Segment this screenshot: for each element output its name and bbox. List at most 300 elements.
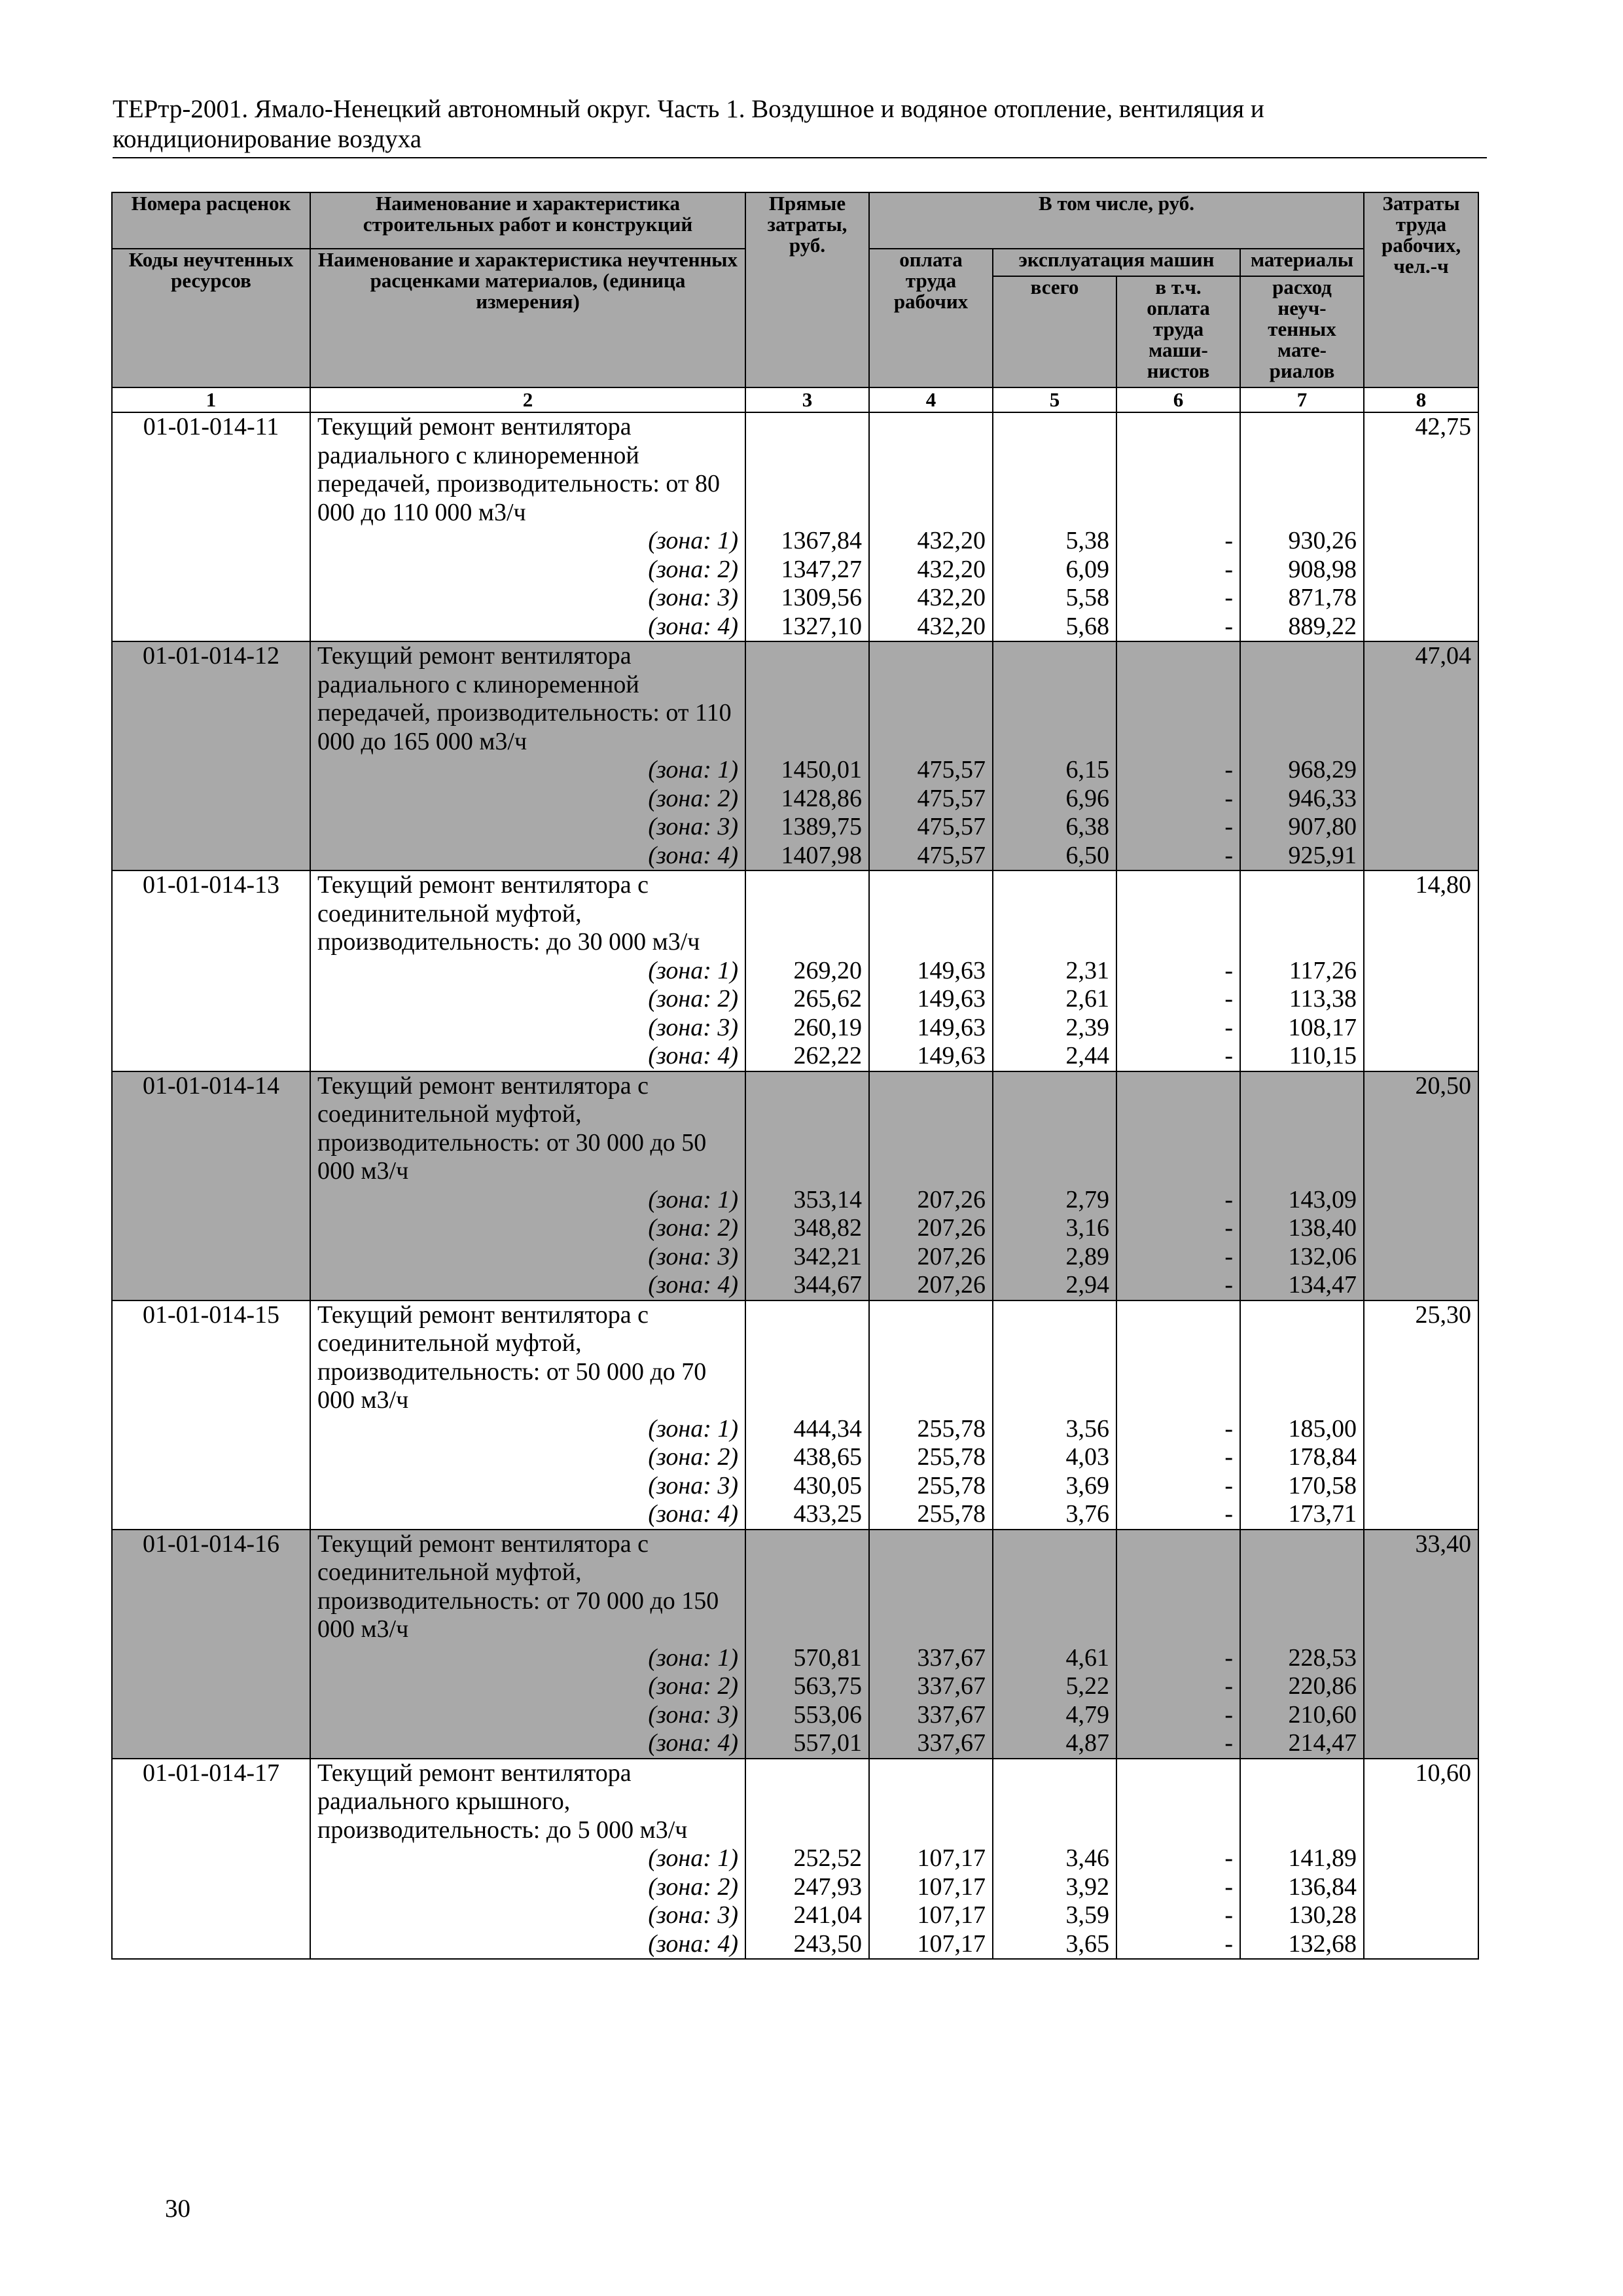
header-direct-costs: Прямые затраты, руб. <box>745 192 869 387</box>
worker-wage <box>869 1787 993 1816</box>
labor-cost <box>1364 1214 1478 1243</box>
table-row-description <box>112 1329 1478 1358</box>
machine-cost <box>993 1358 1116 1387</box>
machinist-wage <box>1116 1816 1240 1845</box>
rate-code <box>112 1873 310 1902</box>
direct-cost <box>745 499 869 528</box>
labor-cost <box>1364 499 1478 528</box>
rate-code <box>112 1100 310 1129</box>
direct-cost <box>745 1615 869 1644</box>
machine-cost <box>993 470 1116 499</box>
rate-code <box>112 671 310 700</box>
direct-cost: 553,06 <box>745 1701 869 1730</box>
work-description: соединительной муфтой, <box>310 900 745 929</box>
labor-cost <box>1364 1816 1478 1845</box>
column-number: 4 <box>869 387 993 412</box>
rate-code <box>112 1358 310 1387</box>
rate-code <box>112 556 310 584</box>
machinist-wage: - <box>1116 1701 1240 1730</box>
labor-cost <box>1364 613 1478 642</box>
worker-wage: 475,57 <box>869 756 993 785</box>
material-cost: 178,84 <box>1240 1443 1364 1472</box>
direct-cost: 241,04 <box>745 1901 869 1930</box>
worker-wage: 432,20 <box>869 556 993 584</box>
machine-cost <box>993 412 1116 442</box>
header-materials: материалы <box>1240 249 1364 276</box>
machine-cost: 5,38 <box>993 527 1116 556</box>
table-row-zone <box>112 613 1478 642</box>
labor-cost <box>1364 1587 1478 1616</box>
machine-cost <box>993 1100 1116 1129</box>
rate-code: 01-01-014-12 <box>112 641 310 671</box>
labor-cost: 25,30 <box>1364 1300 1478 1330</box>
rate-code <box>112 1157 310 1186</box>
material-cost <box>1240 870 1364 900</box>
labor-cost: 20,50 <box>1364 1071 1478 1101</box>
direct-cost: 433,25 <box>745 1500 869 1530</box>
material-cost <box>1240 641 1364 671</box>
zone-label: (зона: 2) <box>310 1443 745 1472</box>
direct-cost: 260,19 <box>745 1014 869 1043</box>
material-cost: 110,15 <box>1240 1042 1364 1071</box>
rate-code <box>112 957 310 986</box>
rate-code <box>112 470 310 499</box>
labor-cost <box>1364 928 1478 957</box>
labor-cost <box>1364 699 1478 728</box>
table-row-zone <box>112 584 1478 613</box>
rate-code <box>112 1615 310 1644</box>
direct-cost <box>745 641 869 671</box>
labor-cost <box>1364 1100 1478 1129</box>
labor-cost <box>1364 728 1478 757</box>
labor-cost <box>1364 1415 1478 1444</box>
machinist-wage <box>1116 1558 1240 1587</box>
worker-wage <box>869 1530 993 1559</box>
direct-cost <box>745 412 869 442</box>
rate-code <box>112 699 310 728</box>
rate-code: 01-01-014-17 <box>112 1759 310 1788</box>
table-row-zone <box>112 1729 1478 1759</box>
table-row-description <box>112 1129 1478 1158</box>
table-row-description <box>112 1530 1478 1559</box>
worker-wage: 337,67 <box>869 1644 993 1673</box>
table-row-zone <box>112 985 1478 1014</box>
machine-cost <box>993 1787 1116 1816</box>
machine-cost: 2,44 <box>993 1042 1116 1071</box>
material-cost: 108,17 <box>1240 1014 1364 1043</box>
rate-code <box>112 1672 310 1701</box>
work-description: Текущий ремонт вентилятора с <box>310 1071 745 1101</box>
machinist-wage: - <box>1116 527 1240 556</box>
direct-cost: 1347,27 <box>745 556 869 584</box>
zone-label: (зона: 3) <box>310 1014 745 1043</box>
machinist-wage: - <box>1116 613 1240 642</box>
material-cost <box>1240 1615 1364 1644</box>
machinist-wage <box>1116 928 1240 957</box>
rate-code <box>112 785 310 814</box>
rate-code <box>112 527 310 556</box>
rate-code <box>112 1415 310 1444</box>
machine-cost <box>993 1300 1116 1330</box>
zone-label: (зона: 1) <box>310 1644 745 1673</box>
work-description: соединительной муфтой, <box>310 1558 745 1587</box>
table-row-zone <box>112 813 1478 842</box>
direct-cost <box>745 671 869 700</box>
table-row-zone <box>112 756 1478 785</box>
work-description: передачей, производительность: от 110 <box>310 699 745 728</box>
page-header <box>113 94 1487 158</box>
material-cost <box>1240 442 1364 471</box>
direct-cost <box>745 928 869 957</box>
table-row-zone <box>112 1500 1478 1530</box>
labor-cost <box>1364 1873 1478 1902</box>
material-cost: 185,00 <box>1240 1415 1364 1444</box>
worker-wage: 337,67 <box>869 1701 993 1730</box>
machine-cost: 2,94 <box>993 1271 1116 1300</box>
worker-wage: 475,57 <box>869 785 993 814</box>
direct-cost <box>745 470 869 499</box>
labor-cost <box>1364 1243 1478 1272</box>
labor-cost <box>1364 1672 1478 1701</box>
material-cost: 907,80 <box>1240 813 1364 842</box>
material-cost <box>1240 928 1364 957</box>
machine-cost <box>993 1329 1116 1358</box>
material-cost: 968,29 <box>1240 756 1364 785</box>
work-description: 000 м3/ч <box>310 1615 745 1644</box>
header-including: В том числе, руб. <box>869 192 1364 249</box>
machinist-wage: - <box>1116 1729 1240 1759</box>
work-description: 000 до 165 000 м3/ч <box>310 728 745 757</box>
zone-label: (зона: 1) <box>310 1415 745 1444</box>
work-description: Текущий ремонт вентилятора с <box>310 870 745 900</box>
header-line-2: кондиционирование воздуха <box>113 125 422 153</box>
rate-code <box>112 1644 310 1673</box>
rate-code <box>112 1901 310 1930</box>
zone-label: (зона: 3) <box>310 1701 745 1730</box>
machinist-wage <box>1116 470 1240 499</box>
material-cost <box>1240 1386 1364 1415</box>
direct-cost <box>745 1329 869 1358</box>
machine-cost: 3,56 <box>993 1415 1116 1444</box>
worker-wage <box>869 1759 993 1788</box>
material-cost <box>1240 1129 1364 1158</box>
worker-wage <box>869 900 993 929</box>
material-cost <box>1240 1358 1364 1387</box>
table-row-zone <box>112 1243 1478 1272</box>
labor-cost <box>1364 1186 1478 1215</box>
material-cost <box>1240 412 1364 442</box>
header-material-name: Наименование и характеристика неучтенных расценками материалов, (единица измерения) <box>310 249 745 387</box>
work-description: радиального крышного, <box>310 1787 745 1816</box>
machinist-wage <box>1116 1615 1240 1644</box>
rate-code <box>112 1844 310 1873</box>
machinist-wage: - <box>1116 756 1240 785</box>
work-description: 000 м3/ч <box>310 1386 745 1415</box>
machinist-wage <box>1116 1329 1240 1358</box>
labor-cost <box>1364 985 1478 1014</box>
rate-code <box>112 985 310 1014</box>
direct-cost <box>745 1558 869 1587</box>
worker-wage <box>869 1157 993 1186</box>
machine-cost <box>993 1157 1116 1186</box>
table-row-description <box>112 1071 1478 1101</box>
labor-cost <box>1364 1901 1478 1930</box>
worker-wage: 475,57 <box>869 842 993 871</box>
table-row-zone <box>112 1901 1478 1930</box>
labor-cost <box>1364 1615 1478 1644</box>
worker-wage <box>869 442 993 471</box>
rate-code <box>112 1701 310 1730</box>
worker-wage <box>869 928 993 957</box>
direct-cost: 344,67 <box>745 1271 869 1300</box>
machine-cost: 3,16 <box>993 1214 1116 1243</box>
machinist-wage <box>1116 1386 1240 1415</box>
labor-cost <box>1364 671 1478 700</box>
worker-wage: 432,20 <box>869 584 993 613</box>
machine-cost: 3,92 <box>993 1873 1116 1902</box>
table-row-zone <box>112 785 1478 814</box>
material-cost: 220,86 <box>1240 1672 1364 1701</box>
machinist-wage: - <box>1116 1415 1240 1444</box>
rate-code <box>112 1214 310 1243</box>
machinist-wage <box>1116 1300 1240 1330</box>
material-cost <box>1240 1787 1364 1816</box>
column-number: 8 <box>1364 387 1478 412</box>
machinist-wage <box>1116 1787 1240 1816</box>
machine-cost: 3,59 <box>993 1901 1116 1930</box>
machinist-wage: - <box>1116 1500 1240 1530</box>
worker-wage <box>869 728 993 757</box>
labor-cost <box>1364 1644 1478 1673</box>
work-description: радиального с клиноременной <box>310 671 745 700</box>
table-row-description <box>112 1816 1478 1845</box>
labor-cost <box>1364 842 1478 871</box>
worker-wage <box>869 499 993 528</box>
worker-wage: 149,63 <box>869 1014 993 1043</box>
rate-code <box>112 1500 310 1530</box>
machinist-wage: - <box>1116 1472 1240 1501</box>
table-row-description <box>112 470 1478 499</box>
direct-cost <box>745 1816 869 1845</box>
direct-cost <box>745 1157 869 1186</box>
labor-cost <box>1364 785 1478 814</box>
worker-wage <box>869 412 993 442</box>
direct-cost: 348,82 <box>745 1214 869 1243</box>
direct-cost: 265,62 <box>745 985 869 1014</box>
machinist-wage: - <box>1116 556 1240 584</box>
direct-cost <box>745 1358 869 1387</box>
table-row-description <box>112 1386 1478 1415</box>
machine-cost: 3,69 <box>993 1472 1116 1501</box>
labor-cost <box>1364 1271 1478 1300</box>
machinist-wage: - <box>1116 1930 1240 1960</box>
table-row-zone <box>112 1443 1478 1472</box>
material-cost: 113,38 <box>1240 985 1364 1014</box>
table-row-description <box>112 499 1478 528</box>
table-row-description <box>112 1615 1478 1644</box>
material-cost: 173,71 <box>1240 1500 1364 1530</box>
work-description: Текущий ремонт вентилятора с <box>310 1300 745 1330</box>
work-description: соединительной муфтой, <box>310 1100 745 1129</box>
rate-code <box>112 1787 310 1816</box>
worker-wage <box>869 1071 993 1101</box>
work-description: радиального с клиноременной <box>310 442 745 471</box>
machinist-wage: - <box>1116 957 1240 986</box>
worker-wage <box>869 1386 993 1415</box>
material-cost: 908,98 <box>1240 556 1364 584</box>
worker-wage: 207,26 <box>869 1271 993 1300</box>
machinist-wage: - <box>1116 1243 1240 1272</box>
column-numbers-row <box>112 387 1478 412</box>
material-cost <box>1240 1157 1364 1186</box>
worker-wage: 207,26 <box>869 1243 993 1272</box>
machine-cost: 2,79 <box>993 1186 1116 1215</box>
worker-wage <box>869 870 993 900</box>
zone-label: (зона: 3) <box>310 1243 745 1272</box>
worker-wage: 149,63 <box>869 957 993 986</box>
worker-wage <box>869 1358 993 1387</box>
table-row-description <box>112 1787 1478 1816</box>
labor-cost <box>1364 900 1478 929</box>
labor-cost: 14,80 <box>1364 870 1478 900</box>
machine-cost: 4,03 <box>993 1443 1116 1472</box>
machinist-wage: - <box>1116 1042 1240 1071</box>
direct-cost <box>745 728 869 757</box>
direct-cost <box>745 442 869 471</box>
header-work-name: Наименование и характеристика строительных работ и конструкций <box>310 192 745 249</box>
machinist-wage <box>1116 728 1240 757</box>
material-cost: 117,26 <box>1240 957 1364 986</box>
table-row-description <box>112 641 1478 671</box>
table-row-description <box>112 442 1478 471</box>
zone-label: (зона: 1) <box>310 1186 745 1215</box>
direct-cost <box>745 1129 869 1158</box>
machine-cost: 4,87 <box>993 1729 1116 1759</box>
zone-label: (зона: 4) <box>310 1042 745 1071</box>
page-number: 30 <box>165 2195 190 2223</box>
zone-label: (зона: 4) <box>310 1271 745 1300</box>
machinist-wage <box>1116 1759 1240 1788</box>
direct-cost <box>745 1386 869 1415</box>
table-row-description <box>112 928 1478 957</box>
machine-cost: 6,96 <box>993 785 1116 814</box>
column-number: 3 <box>745 387 869 412</box>
machine-cost <box>993 900 1116 929</box>
table-row-description <box>112 699 1478 728</box>
direct-cost <box>745 1071 869 1101</box>
rate-code <box>112 928 310 957</box>
material-cost <box>1240 499 1364 528</box>
zone-label: (зона: 2) <box>310 1672 745 1701</box>
worker-wage <box>869 1100 993 1129</box>
worker-wage <box>869 1129 993 1158</box>
machine-cost: 4,61 <box>993 1644 1116 1673</box>
column-number: 5 <box>993 387 1116 412</box>
machinist-wage <box>1116 1157 1240 1186</box>
labor-cost <box>1364 1329 1478 1358</box>
machine-cost: 2,39 <box>993 1014 1116 1043</box>
material-cost <box>1240 900 1364 929</box>
material-cost <box>1240 1558 1364 1587</box>
rate-code <box>112 1186 310 1215</box>
rate-code <box>112 1558 310 1587</box>
work-description: производительность: от 50 000 до 70 <box>310 1358 745 1387</box>
worker-wage: 475,57 <box>869 813 993 842</box>
work-description: производительность: от 70 000 до 150 <box>310 1587 745 1616</box>
table-row-description <box>112 1300 1478 1330</box>
machine-cost <box>993 641 1116 671</box>
direct-cost: 430,05 <box>745 1472 869 1501</box>
machinist-wage: - <box>1116 1186 1240 1215</box>
machine-cost <box>993 1386 1116 1415</box>
zone-label: (зона: 2) <box>310 785 745 814</box>
material-cost <box>1240 470 1364 499</box>
machinist-wage: - <box>1116 1644 1240 1673</box>
labor-cost <box>1364 584 1478 613</box>
table-row-zone <box>112 1644 1478 1673</box>
machinist-wage <box>1116 699 1240 728</box>
material-cost <box>1240 1300 1364 1330</box>
worker-wage: 337,67 <box>869 1729 993 1759</box>
worker-wage <box>869 1587 993 1616</box>
material-cost: 130,28 <box>1240 1901 1364 1930</box>
machine-cost <box>993 442 1116 471</box>
rate-code: 01-01-014-13 <box>112 870 310 900</box>
worker-wage: 255,78 <box>869 1472 993 1501</box>
machinist-wage: - <box>1116 842 1240 871</box>
machine-cost: 3,65 <box>993 1930 1116 1960</box>
zone-label: (зона: 2) <box>310 985 745 1014</box>
zone-label: (зона: 4) <box>310 842 745 871</box>
machine-cost <box>993 928 1116 957</box>
labor-cost <box>1364 957 1478 986</box>
rate-code <box>112 1729 310 1759</box>
zone-label: (зона: 3) <box>310 584 745 613</box>
rate-code <box>112 1930 310 1960</box>
worker-wage: 255,78 <box>869 1500 993 1530</box>
machine-cost <box>993 499 1116 528</box>
zone-label: (зона: 2) <box>310 1214 745 1243</box>
machinist-wage <box>1116 1071 1240 1101</box>
material-cost: 228,53 <box>1240 1644 1364 1673</box>
machine-cost: 3,76 <box>993 1500 1116 1530</box>
machinist-wage <box>1116 1129 1240 1158</box>
machinist-wage <box>1116 870 1240 900</box>
direct-cost: 252,52 <box>745 1844 869 1873</box>
table-row-zone <box>112 1672 1478 1701</box>
material-cost <box>1240 1816 1364 1845</box>
work-description: производительность: от 30 000 до 50 <box>310 1129 745 1158</box>
table-row-description <box>112 1157 1478 1186</box>
worker-wage: 107,17 <box>869 1873 993 1902</box>
table-row-description <box>112 1558 1478 1587</box>
worker-wage: 255,78 <box>869 1415 993 1444</box>
machinist-wage <box>1116 412 1240 442</box>
material-cost: 214,47 <box>1240 1729 1364 1759</box>
table-row-description <box>112 870 1478 900</box>
labor-cost: 42,75 <box>1364 412 1478 442</box>
table-row-description <box>112 900 1478 929</box>
material-cost <box>1240 1100 1364 1129</box>
material-cost: 141,89 <box>1240 1844 1364 1873</box>
machine-cost <box>993 1530 1116 1559</box>
table-row-description <box>112 1587 1478 1616</box>
machinist-wage: - <box>1116 1844 1240 1873</box>
machinist-wage: - <box>1116 1443 1240 1472</box>
material-cost: 925,91 <box>1240 842 1364 871</box>
table-row-zone <box>112 527 1478 556</box>
machinist-wage <box>1116 499 1240 528</box>
